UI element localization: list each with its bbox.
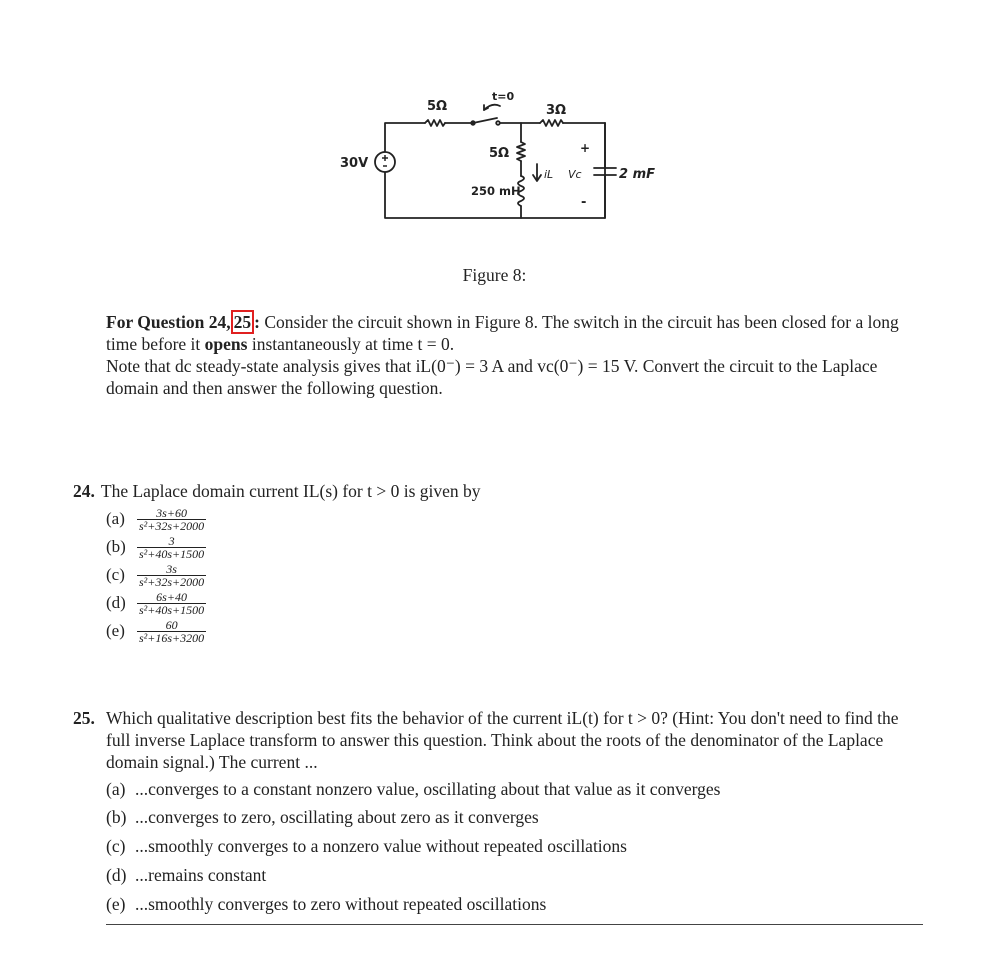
q24-option[interactable]: [106, 561, 206, 589]
option-fraction: [137, 591, 206, 616]
label-plus: +: [580, 141, 591, 155]
label-inductor: 250 mH: [471, 184, 521, 198]
option-fraction: [137, 563, 206, 588]
label-capacitor: 2 mF: [619, 167, 655, 182]
circuit-diagram: [330, 84, 660, 224]
figure-caption: Figure 8:: [462, 265, 527, 285]
option-text: ...converges to zero, oscillating about zero as it converges: [135, 807, 539, 827]
intro-note: Note that dc steady-state analysis gives that iL(0⁻) = 3 A and vc(0⁻) = 15 V. Convert the circuit to the Laplace domain and then answer the following question.: [106, 356, 878, 398]
label-r1: 5Ω: [427, 99, 448, 114]
option-text: ...smoothly converges to a nonzero value without repeated oscillations: [135, 836, 627, 856]
option-label: (a): [106, 779, 126, 799]
option-label: (c): [106, 565, 125, 584]
fraction-numerator: 3: [168, 533, 175, 548]
fraction-numerator: 3s: [166, 561, 177, 576]
fraction-denominator: s²+32s+2000: [139, 574, 205, 589]
label-r3: 5Ω: [489, 146, 510, 161]
q24-option[interactable]: [106, 533, 206, 561]
option-fraction: [137, 507, 206, 532]
resistor-3ohm: [540, 120, 563, 126]
q25-option[interactable]: [106, 835, 627, 857]
switch-blade: [473, 118, 497, 123]
option-label: (e): [106, 621, 125, 640]
option-label: (d): [106, 865, 127, 885]
fraction-denominator: s²+32s+2000: [139, 518, 205, 533]
option-label: (d): [106, 593, 126, 612]
resistor-5ohm-top: [425, 120, 445, 126]
q24-option[interactable]: [106, 589, 206, 617]
option-fraction: [137, 535, 206, 560]
fraction-numerator: 6s+40: [156, 589, 187, 604]
q25-option[interactable]: [106, 893, 546, 915]
divider: [106, 924, 923, 925]
fraction-denominator: s²+40s+1500: [139, 602, 205, 617]
label-current: iL: [544, 168, 554, 181]
label-switch: t=0: [492, 90, 515, 103]
fraction-numerator: 60: [165, 617, 178, 632]
option-text: ...converges to a constant nonzero value, oscillating about that value as it converges: [135, 779, 721, 799]
resistor-5ohm-vertical: [517, 142, 525, 161]
q25-option[interactable]: [106, 778, 720, 800]
q24-option[interactable]: [106, 505, 206, 533]
option-label: (e): [106, 894, 126, 914]
q25-option[interactable]: [106, 864, 266, 886]
option-fraction: [137, 619, 206, 644]
highlighted-question-number: 25: [231, 310, 255, 334]
option-text: ...remains constant: [135, 865, 267, 885]
option-label: (b): [106, 537, 126, 556]
fraction-denominator: s²+40s+1500: [139, 546, 205, 561]
option-label: (c): [106, 836, 126, 856]
label-minus: -: [581, 195, 587, 210]
option-label: (a): [106, 509, 125, 528]
question-intro: For Question 24, 25 : Consider the circuit shown in Figure 8. The switch in the circuit has been closed for a long time before it opens instantaneously at time t = 0. Note that dc steady-state analysis gives that iL(0⁻) = 3 A and vc(0⁻) = 15 V. Convert the circuit to the Laplace domain and then answer the following question.: [106, 311, 926, 399]
q24-stem: 24. The Laplace domain current IL(s) for t > 0 is given by: [73, 481, 481, 501]
q25-stem: 25. Which qualitative description best fits the behavior of the current iL(t) for t > 0? (Hint: You don't need to find the full inverse Laplace transform to answer this question. Think about the roots of the denominator of the Laplace domain signal.) The current ...: [73, 708, 899, 772]
q24-option[interactable]: [106, 617, 206, 645]
q25-option[interactable]: [106, 806, 539, 828]
label-voltage: Vc: [568, 168, 582, 181]
option-label: (b): [106, 807, 127, 827]
fraction-denominator: s²+16s+3200: [139, 630, 205, 645]
option-text: ...smoothly converges to zero without repeated oscillations: [135, 894, 547, 914]
fraction-numerator: 3s+60: [156, 505, 187, 520]
label-source: 30V: [340, 156, 369, 171]
label-r2: 3Ω: [546, 103, 567, 118]
